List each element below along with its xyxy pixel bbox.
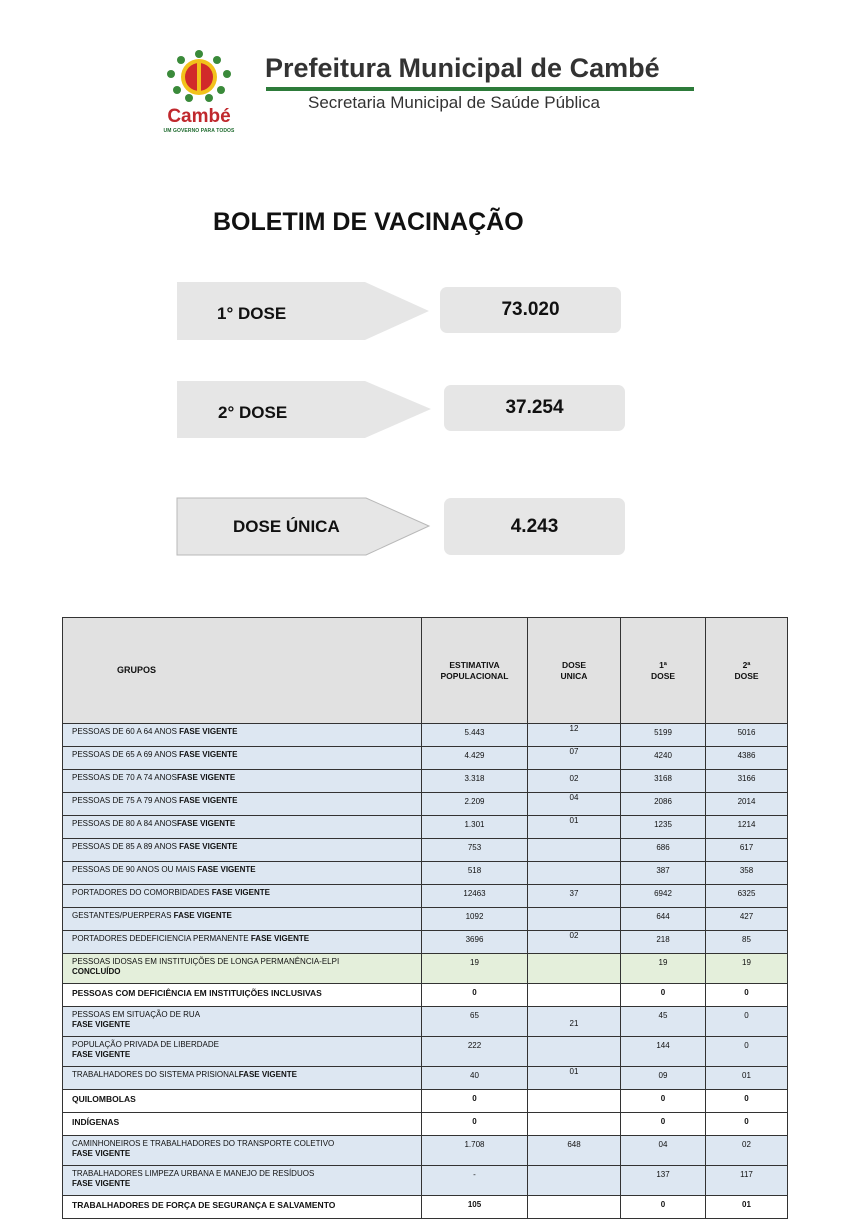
group-name: CAMINHONEIROS E TRABALHADORES DO TRANSPORTE COLETIVO	[72, 1139, 335, 1148]
dose2-cell: 0	[706, 1090, 788, 1113]
header-estimativa-line2: POPULACIONAL	[440, 670, 509, 681]
group-cell	[63, 1007, 422, 1037]
dose1-cell: 45	[621, 1007, 706, 1037]
dose1-cell: 218	[621, 931, 706, 954]
table-row	[63, 1166, 788, 1196]
group-cell	[63, 770, 422, 793]
group-cell	[63, 1136, 422, 1166]
dose2-cell: 1214	[706, 816, 788, 839]
dose2-cell: 85	[706, 931, 788, 954]
dose2-cell: 01	[706, 1196, 788, 1219]
header-dose2-line2: DOSE	[734, 670, 759, 681]
group-name: TRABALHADORES LIMPEZA URBANA E MANEJO DE RESÍDUOS	[72, 1169, 315, 1178]
estimativa-cell: 19	[422, 954, 528, 984]
dose1-cell: 644	[621, 908, 706, 931]
group-phase: FASE VIGENTE	[72, 1149, 131, 1158]
group-cell	[63, 1113, 422, 1136]
estimativa-cell: 65	[422, 1007, 528, 1037]
header-title: Prefeitura Municipal de Cambé	[265, 53, 660, 83]
table-row	[63, 954, 788, 984]
group-cell	[63, 931, 422, 954]
group-name: INDÍGENAS	[72, 1117, 120, 1127]
group-phase: FASE VIGENTE	[179, 796, 238, 805]
dose1-cell: 4240	[621, 747, 706, 770]
dose2-cell: 617	[706, 839, 788, 862]
table-row	[63, 1067, 788, 1090]
dose-unica-cell	[528, 984, 621, 1007]
dose1-cell: 2086	[621, 793, 706, 816]
group-phase: FASE VIGENTE	[176, 773, 236, 782]
dose-unica-cell: 02	[528, 770, 621, 793]
dose-unica-cell: 648	[528, 1136, 621, 1166]
group-name: PESSOAS DE 80 A 84 ANOS	[72, 819, 177, 828]
group-cell	[63, 816, 422, 839]
dose1-cell: 6942	[621, 885, 706, 908]
table-header-row	[63, 618, 788, 724]
logo-text: Cambé	[167, 106, 231, 127]
header-dose1	[621, 618, 706, 724]
group-name: TRABALHADORES DE FORÇA DE SEGURANÇA E SALVAMENTO	[72, 1200, 336, 1210]
group-name: POPULAÇÃO PRIVADA DE LIBERDADE	[72, 1040, 220, 1049]
cambe-logo	[153, 48, 245, 138]
dose-unica-cell	[528, 839, 621, 862]
dose1-value: 73.020	[440, 287, 621, 333]
estimativa-cell: 753	[422, 839, 528, 862]
dose1-cell: 09	[621, 1067, 706, 1090]
group-name: QUILOMBOLAS	[72, 1094, 136, 1104]
dose2-cell: 0	[706, 984, 788, 1007]
dose-unica-cell	[528, 1090, 621, 1113]
estimativa-cell: 4.429	[422, 747, 528, 770]
group-name: PESSOAS DE 90 ANOS OU MAIS	[72, 865, 198, 874]
group-phase: FASE VIGENTE	[238, 1070, 297, 1079]
group-name: PESSOAS DE 75 A 79 ANOS	[72, 796, 180, 805]
header-dose-unica-line2: UNICA	[560, 670, 588, 681]
dose1-cell: 137	[621, 1166, 706, 1196]
header-dose1-line1: 1ª	[659, 659, 667, 670]
header-estimativa	[422, 618, 528, 724]
estimativa-cell: 3696	[422, 931, 528, 954]
logo-subtext: UM GOVERNO PARA TODOS	[163, 128, 235, 134]
group-cell	[63, 1090, 422, 1113]
group-phase: FASE VIGENTE	[250, 934, 310, 943]
estimativa-cell: 2.209	[422, 793, 528, 816]
group-cell	[63, 724, 422, 747]
group-phase: CONCLUÍDO	[72, 967, 121, 976]
dose1-cell: 686	[621, 839, 706, 862]
group-cell	[63, 839, 422, 862]
table-row	[63, 770, 788, 793]
group-cell	[63, 984, 422, 1007]
dose-unica-cell: 07	[528, 747, 621, 770]
group-name: PESSOAS DE 70 A 74 ANOS	[72, 773, 177, 782]
dose1-cell: 3168	[621, 770, 706, 793]
dose2-cell: 427	[706, 908, 788, 931]
group-cell	[63, 1037, 422, 1067]
estimativa-cell: 1092	[422, 908, 528, 931]
dose1-cell: 0	[621, 984, 706, 1007]
dose1-arrow-shape	[177, 282, 431, 340]
group-cell	[63, 1067, 422, 1090]
table-row	[63, 1113, 788, 1136]
dose-unica-cell: 01	[528, 1067, 621, 1090]
group-cell	[63, 793, 422, 816]
dose2-cell: 3166	[706, 770, 788, 793]
dose-unica-cell: 02	[528, 931, 621, 954]
group-name: PORTADORES DEDEFICIENCIA PERMANENTE	[72, 934, 251, 943]
header-divider	[266, 87, 694, 91]
dose2-cell: 6325	[706, 885, 788, 908]
table-row	[63, 885, 788, 908]
dose-unica-cell	[528, 908, 621, 931]
group-phase: FASE VIGENTE	[179, 842, 238, 851]
vaccination-table	[62, 617, 788, 1219]
header-subtitle: Secretaria Municipal de Saúde Pública	[308, 93, 601, 112]
table-row	[63, 984, 788, 1007]
dose1-cell: 1235	[621, 816, 706, 839]
dose-unica-cell: 04	[528, 793, 621, 816]
header-dose-unica	[528, 618, 621, 724]
group-name: PESSOAS COM DEFICIÊNCIA EM INSTITUIÇÕES INCLUSIVAS	[72, 988, 322, 998]
estimativa-cell: 3.318	[422, 770, 528, 793]
group-cell	[63, 1166, 422, 1196]
dose-unica-cell	[528, 1196, 621, 1219]
dose2-value: 37.254	[444, 385, 625, 431]
group-cell	[63, 954, 422, 984]
estimativa-cell: 222	[422, 1037, 528, 1067]
group-cell	[63, 1196, 422, 1219]
dose1-cell: 04	[621, 1136, 706, 1166]
dose-unica-cell	[528, 954, 621, 984]
dose1-cell: 0	[621, 1090, 706, 1113]
group-name: PESSOAS IDOSAS EM INSTITUIÇÕES DE LONGA PERMANÊNCIA-ELPI	[72, 957, 340, 966]
group-cell	[63, 862, 422, 885]
estimativa-cell: 0	[422, 984, 528, 1007]
table-row	[63, 931, 788, 954]
group-name: PESSOAS DE 85 A 89 ANOS	[72, 842, 180, 851]
header-dose-unica-line1: DOSE	[561, 659, 587, 670]
header-dose2-line1: 2ª	[742, 659, 751, 670]
table-row	[63, 862, 788, 885]
group-name: PESSOAS EM SITUAÇÃO DE RUA	[72, 1010, 201, 1019]
estimativa-cell: 0	[422, 1090, 528, 1113]
table-row	[63, 908, 788, 931]
dose-unica-label: DOSE ÚNICA	[233, 517, 340, 536]
estimativa-cell: 40	[422, 1067, 528, 1090]
estimativa-cell: 12463	[422, 885, 528, 908]
dose2-cell: 19	[706, 954, 788, 984]
table-row	[63, 839, 788, 862]
group-cell	[63, 908, 422, 931]
group-phase: FASE VIGENTE	[72, 1050, 131, 1059]
dose2-cell: 02	[706, 1136, 788, 1166]
dose-unica-cell: 01	[528, 816, 621, 839]
group-phase: FASE VIGENTE	[72, 1179, 131, 1188]
dose-unica-cell	[528, 1166, 621, 1196]
group-phase: FASE VIGENTE	[176, 819, 236, 828]
estimativa-cell: 105	[422, 1196, 528, 1219]
group-phase: FASE VIGENTE	[179, 727, 238, 736]
estimativa-cell: 518	[422, 862, 528, 885]
table-row	[63, 1037, 788, 1067]
page-title: BOLETIM DE VACINAÇÃO	[213, 208, 524, 236]
dose2-cell: 0	[706, 1007, 788, 1037]
group-phase: FASE VIGENTE	[197, 865, 256, 874]
dose1-cell: 0	[621, 1113, 706, 1136]
dose1-cell: 144	[621, 1037, 706, 1067]
dose1-cell: 0	[621, 1196, 706, 1219]
header-dose2	[706, 618, 788, 724]
dose-unica-cell	[528, 1113, 621, 1136]
logo-emblem-icon	[153, 48, 245, 108]
dose2-cell: 2014	[706, 793, 788, 816]
dose2-arrow-shape	[177, 381, 433, 438]
dose2-cell: 117	[706, 1166, 788, 1196]
dose-unica-cell	[528, 1037, 621, 1067]
table-row	[63, 816, 788, 839]
group-phase: FASE VIGENTE	[72, 1020, 131, 1029]
dose2-cell: 5016	[706, 724, 788, 747]
dose1-cell: 5199	[621, 724, 706, 747]
estimativa-cell: 0	[422, 1113, 528, 1136]
dose-unica-cell: 12	[528, 724, 621, 747]
estimativa-cell: 1.708	[422, 1136, 528, 1166]
header-estimativa-line1: ESTIMATIVA	[449, 659, 500, 670]
group-name: PESSOAS DE 60 A 64 ANOS	[72, 727, 180, 736]
table-row	[63, 1007, 788, 1037]
dose-unica-value: 4.243	[444, 498, 625, 555]
dose2-cell: 4386	[706, 747, 788, 770]
group-name: TRABALHADORES DO SISTEMA PRISIONAL	[72, 1070, 239, 1079]
dose2-cell: 0	[706, 1113, 788, 1136]
dose1-cell: 19	[621, 954, 706, 984]
dose2-cell: 01	[706, 1067, 788, 1090]
group-name: PESSOAS DE 65 A 69 ANOS	[72, 750, 180, 759]
group-cell	[63, 747, 422, 770]
dose2-cell: 358	[706, 862, 788, 885]
estimativa-cell: 5.443	[422, 724, 528, 747]
estimativa-cell: 1.301	[422, 816, 528, 839]
group-phase: FASE VIGENTE	[179, 750, 238, 759]
group-phase: FASE VIGENTE	[211, 888, 270, 897]
table-row	[63, 1196, 788, 1219]
dose-unica-cell: 37	[528, 885, 621, 908]
group-name: PORTADORES DO COMORBIDADES	[72, 888, 212, 897]
table-row	[63, 1090, 788, 1113]
group-cell	[63, 885, 422, 908]
dose2-cell: 0	[706, 1037, 788, 1067]
table-row	[63, 1136, 788, 1166]
dose1-label: 1° DOSE	[217, 304, 287, 323]
group-phase: FASE VIGENTE	[173, 911, 232, 920]
dose2-label: 2° DOSE	[218, 403, 288, 422]
table-row	[63, 724, 788, 747]
group-name: GESTANTES/PUERPERAS	[72, 911, 174, 920]
dose1-cell: 387	[621, 862, 706, 885]
dose-unica-cell	[528, 862, 621, 885]
table-row	[63, 747, 788, 770]
table-row	[63, 793, 788, 816]
header-dose1-line2: DOSE	[650, 670, 676, 681]
dose-unica-cell: 21	[528, 1007, 621, 1037]
estimativa-cell: -	[422, 1166, 528, 1196]
header-grupos: GRUPOS	[63, 618, 422, 724]
